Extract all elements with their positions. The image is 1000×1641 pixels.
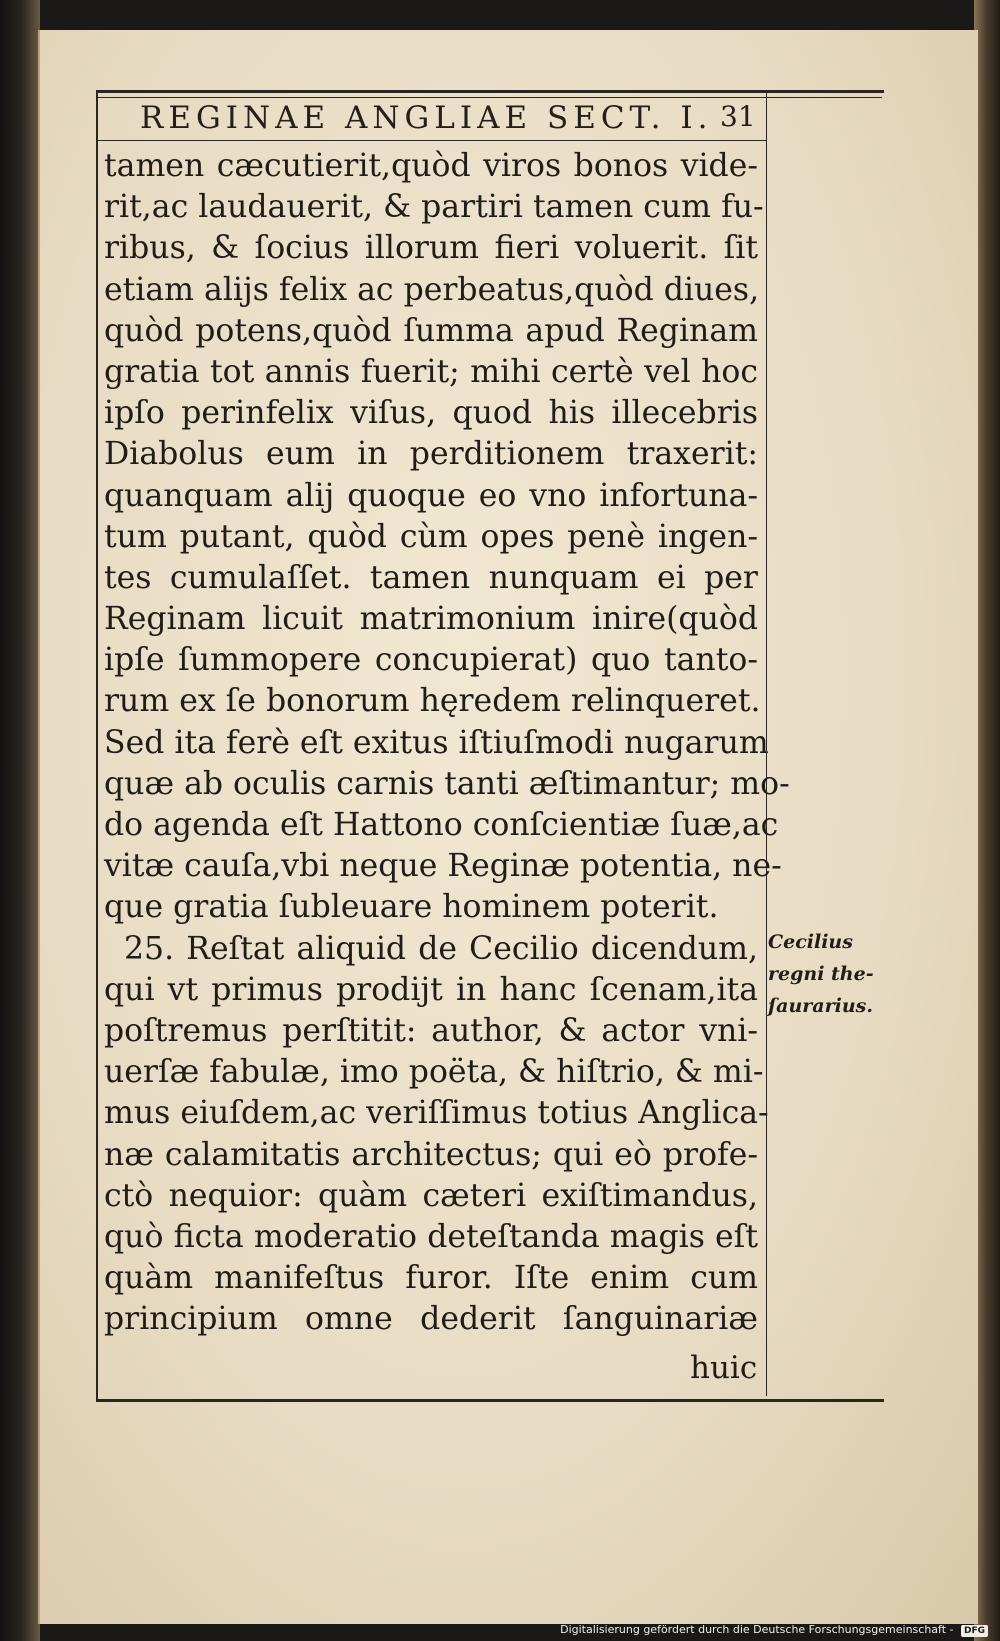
text-line: quò ficta moderatio deteſtanda magis eſt bbox=[104, 1218, 758, 1255]
digitization-credit bbox=[560, 1623, 988, 1637]
text-line: principium omne dederit ſanguinariæ bbox=[104, 1301, 758, 1338]
text-line: næ calamitatis architectus; qui eò profe- bbox=[104, 1136, 758, 1173]
text-line: qui vt primus prodijt in hanc ſcenam,ita bbox=[104, 971, 758, 1008]
text-line: gratia tot annis fuerit; mihi certè vel hoc bbox=[104, 353, 758, 390]
margin-note-line: Cecilius bbox=[768, 931, 853, 953]
text-line-paragraph-start: 25. Reſtat aliquid de Cecilio dicendum, bbox=[124, 930, 758, 967]
text-line: Reginam licuit matrimonium inire(quòd bbox=[104, 601, 758, 638]
margin-note bbox=[768, 926, 888, 1022]
dfg-logo: DFG bbox=[961, 1625, 988, 1637]
catchword: huic bbox=[690, 1350, 758, 1386]
book-edge-left bbox=[0, 0, 40, 1641]
text-line: tes cumulaſſet. tamen nunquam ei per bbox=[104, 559, 758, 596]
margin-note-line: regni the- bbox=[768, 963, 874, 985]
body-text bbox=[104, 146, 790, 1340]
text-line: Diabolus eum in perditionem traxerit: bbox=[104, 436, 758, 473]
text-line: quæ ab oculis carnis tanti æſtimantur; mo- bbox=[104, 765, 790, 802]
margin-note-line: ſaurarius. bbox=[768, 995, 873, 1017]
text-line: quòd potens,quòd ſumma apud Reginam bbox=[104, 312, 758, 349]
text-line: uerſæ fabulæ, imo poëta, & hiſtrio, & mi- bbox=[104, 1054, 764, 1091]
text-line: vitæ cauſa,vbi neque Reginæ potentia, ne- bbox=[104, 848, 782, 885]
text-line: tum putant, quòd cùm opes penè ingen- bbox=[104, 518, 758, 555]
running-head-title: REGINAE ANGLIAE SECT. I. bbox=[140, 100, 713, 136]
text-line: mus eiuſdem,ac veriſſimus totius Anglica- bbox=[104, 1095, 769, 1132]
text-line: rit,ac laudauerit, & partiri tamen cum fu- bbox=[104, 189, 764, 226]
text-line: etiam alijs felix ac perbeatus,quòd diues, bbox=[104, 271, 760, 308]
text-line: tamen cæcutierit,quòd viros bonos vide- bbox=[104, 148, 758, 184]
text-line: rum ex ſe bonorum hęredem relinqueret. bbox=[104, 683, 761, 720]
credit-text: Digitalisierung gefördert durch die Deutsche Forschungsgemeinschaft - bbox=[560, 1623, 954, 1636]
running-head bbox=[96, 96, 766, 141]
text-line: ipſe ſummopere concupierat) quo tanto- bbox=[104, 642, 758, 679]
text-line: quanquam alij quoque eo vno infortuna- bbox=[104, 477, 758, 514]
text-line: ctò nequior: quàm cæteri exiſtimandus, bbox=[104, 1177, 758, 1214]
text-line: do agenda eſt Hattono conſcientiæ ſuæ,ac bbox=[104, 807, 779, 843]
text-line: Sed ita ferè eſt exitus iſtiuſmodi nugarum bbox=[104, 724, 769, 761]
text-line: que gratia ſubleuare hominem poterit. bbox=[104, 889, 719, 926]
page-number: 31 bbox=[720, 100, 756, 133]
text-line: ipſo perinfelix viſus, quod his illecebris bbox=[104, 395, 758, 432]
text-line: poſtremus perſtitit: author, & actor vni- bbox=[104, 1012, 758, 1049]
text-line: quàm manifeſtus furor. Iſte enim cum bbox=[104, 1260, 758, 1297]
text-line: ribus, & ſocius illorum fieri voluerit. ſit bbox=[104, 230, 758, 267]
